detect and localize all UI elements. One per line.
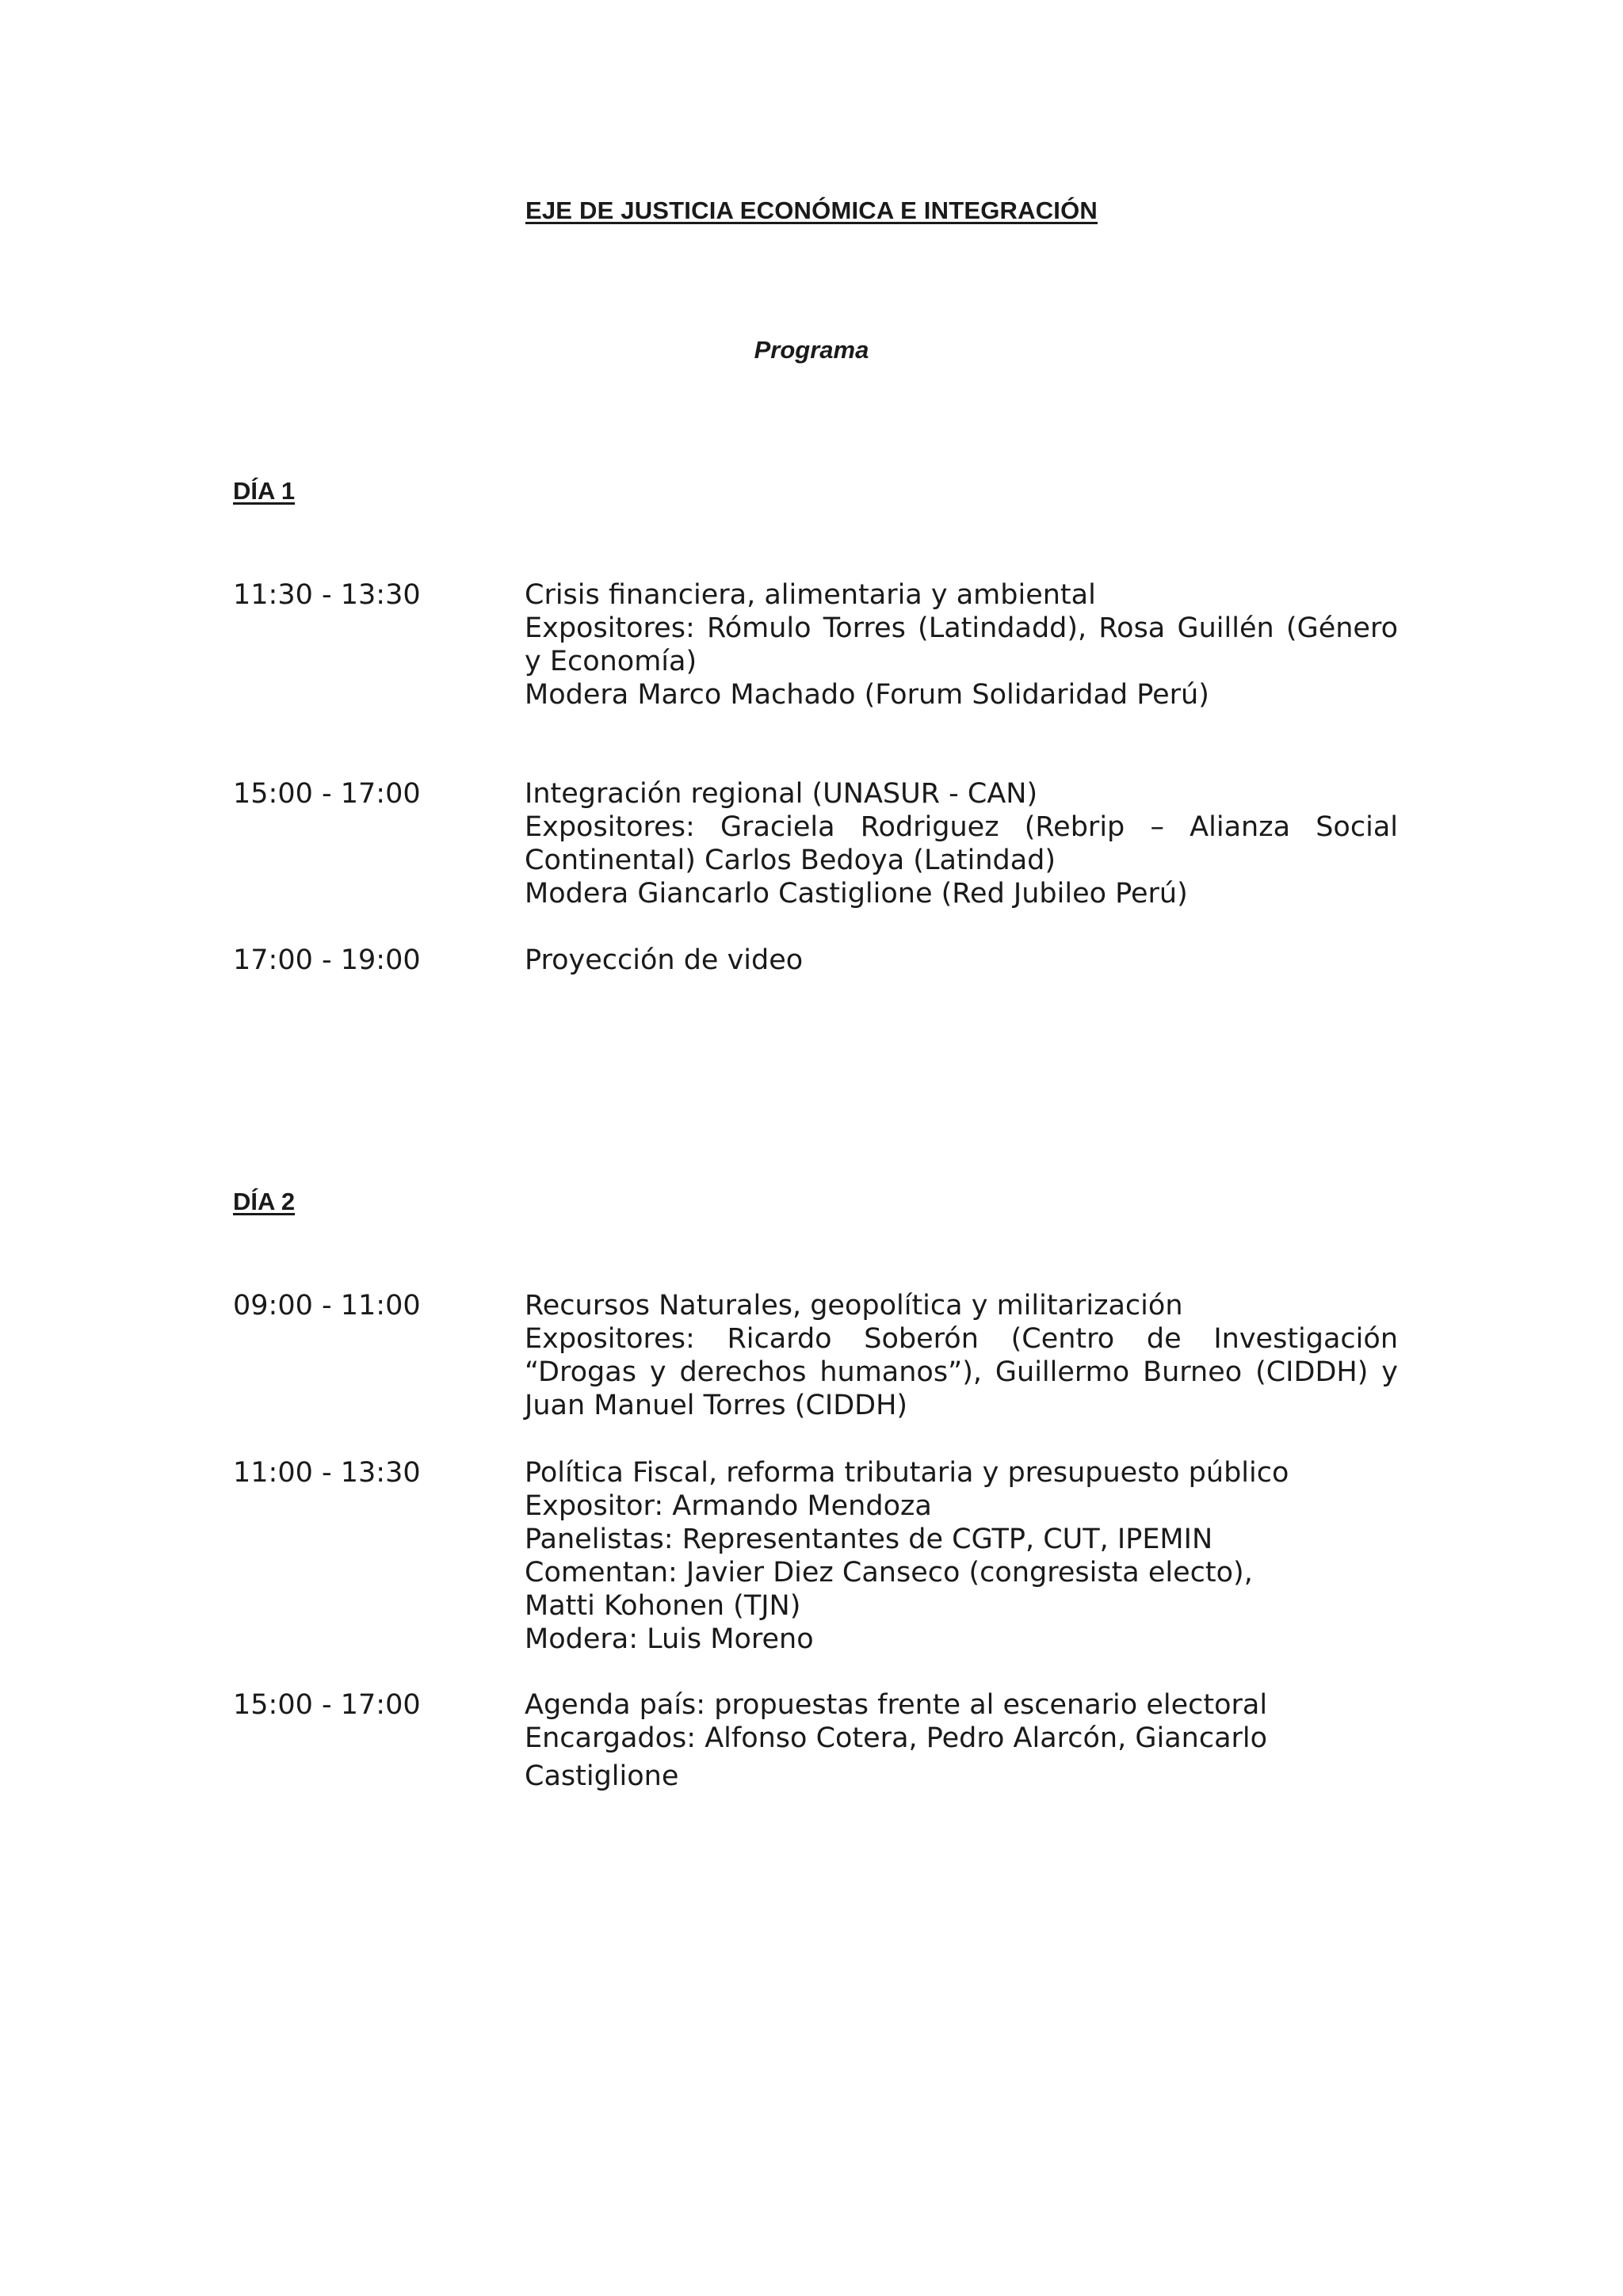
session-time: 11:00 - 13:30 — [233, 1457, 421, 1489]
session-title: Proyección de video — [525, 944, 804, 976]
session-details — [525, 944, 1398, 977]
session-line: Panelistas: Representantes de CGTP, CUT, IPEMIN — [525, 1524, 1213, 1555]
session-line: Expositores: Rómulo Torres (Latindadd), Rosa Guillén (Género — [525, 612, 1398, 644]
session-line: Juan Manuel Torres (CIDDH) — [525, 1390, 908, 1421]
session-line: Modera: Luis Moreno — [525, 1623, 814, 1655]
session-time: 11:30 - 13:30 — [233, 579, 421, 611]
session-time: 15:00 - 17:00 — [233, 1689, 421, 1721]
document-subtitle: Programa — [754, 336, 869, 364]
session-line: Expositor: Armando Mendoza — [525, 1490, 932, 1522]
session-title: Agenda país: propuestas frente al escenario electoral — [525, 1689, 1268, 1721]
session-line: Expositores: Ricardo Soberón (Centro de Investigación — [525, 1323, 1398, 1355]
session-title: Crisis financiera, alimentaria y ambiental — [525, 579, 1096, 611]
session-time: 09:00 - 11:00 — [233, 1290, 421, 1322]
document-title: EJE DE JUSTICIA ECONÓMICA E INTEGRACIÓN — [525, 196, 1098, 224]
session-details — [525, 777, 1398, 910]
day-2-heading: DÍA 2 — [233, 1188, 296, 1215]
session-line: Matti Kohonen (TJN) — [525, 1590, 801, 1622]
session-details — [525, 578, 1398, 711]
session-line: Comentan: Javier Diez Canseco (congresista electo), — [525, 1557, 1253, 1589]
session-title: Recursos Naturales, geopolítica y militarización — [525, 1290, 1183, 1322]
session-time: 15:00 - 17:00 — [233, 778, 421, 810]
session-time: 17:00 - 19:00 — [233, 944, 421, 976]
session-line: Modera Marco Machado (Forum Solidaridad Perú) — [525, 679, 1209, 711]
session-line: Castiglione — [525, 1760, 679, 1792]
session-title: Política Fiscal, reforma tributaria y presupuesto público — [525, 1457, 1289, 1489]
session-line: Encargados: Alfonso Cotera, Pedro Alarcón, Giancarlo — [525, 1722, 1268, 1754]
session-details — [525, 1688, 1398, 1793]
session-line: “Drogas y derechos humanos”), Guillermo Burneo (CIDDH) y — [525, 1356, 1398, 1388]
session-line: Expositores: Graciela Rodriguez (Rebrip – Alianza Social — [525, 811, 1398, 843]
session-title: Integración regional (UNASUR - CAN) — [525, 778, 1038, 810]
session-line: Continental) Carlos Bedoya (Latindad) — [525, 845, 1056, 876]
session-line: y Economía) — [525, 646, 697, 677]
session-line: Modera Giancarlo Castiglione (Red Jubileo Perú) — [525, 878, 1188, 910]
day-1-heading: DÍA 1 — [233, 477, 296, 505]
session-details — [525, 1456, 1398, 1656]
session-details — [525, 1289, 1398, 1422]
